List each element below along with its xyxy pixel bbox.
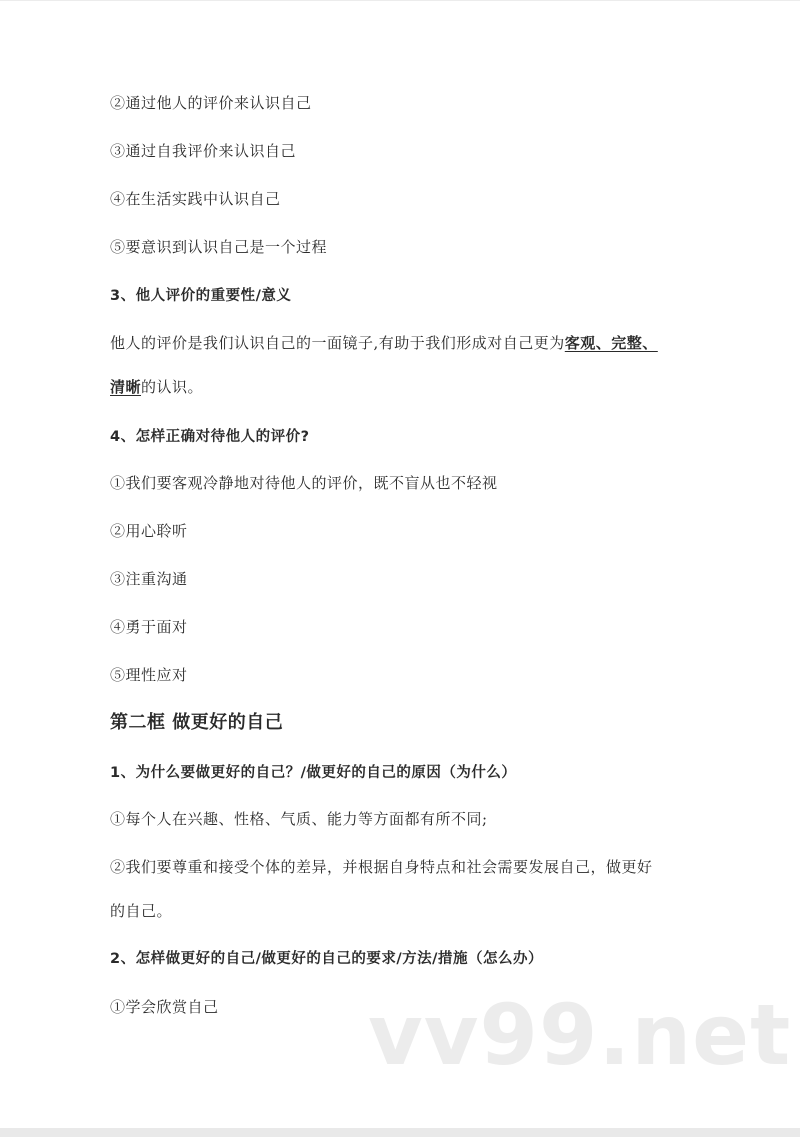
list-item: ③注重沟通 (110, 570, 188, 588)
list-item: 的自己。 (110, 902, 173, 920)
list-item: ③通过自我评价来认识自己 (110, 142, 297, 160)
list-item: ①我们要客观冷静地对待他人的评价，既不盲从也不轻视 (110, 474, 498, 492)
emphasis-text: 客观、完整、 (564, 334, 658, 352)
paragraph-text: 他人的评价是我们认识自己的一面镜子,有助于我们形成对自己更为 (110, 334, 565, 352)
list-item: ④勇于面对 (110, 618, 188, 636)
section-heading: 4、怎样正确对待他人的评价? (110, 429, 310, 445)
list-item: ④在生活实践中认识自己 (110, 190, 281, 208)
section-heading: 3、他人评价的重要性/意义 (110, 288, 292, 304)
list-item: ①每个人在兴趣、性格、气质、能力等方面都有所不同; (110, 810, 488, 828)
paragraph-line (110, 376, 203, 398)
page-gap (0, 1128, 800, 1137)
list-item: ①学会欣赏自己 (110, 998, 219, 1016)
section-heading: 1、为什么要做更好的自己？/做更好的自己的原因（为什么） (110, 765, 517, 781)
emphasis-text: 清晰 (110, 378, 142, 396)
list-item: ②我们要尊重和接受个体的差异，并根据自身特点和社会需要发展自己，做更好 (110, 858, 653, 876)
list-item: ②通过他人的评价来认识自己 (110, 94, 312, 112)
list-item: ②用心聆听 (110, 522, 188, 540)
chapter-title: 第二框 做更好的自己 (110, 712, 284, 733)
paragraph-text: 的认识。 (141, 378, 204, 396)
watermark: vv99.net (368, 986, 792, 1084)
section-heading: 2、怎样做更好的自己/做更好的自己的要求/方法/措施（怎么办） (110, 951, 543, 967)
paragraph-line (110, 332, 658, 354)
list-item: ⑤理性应对 (110, 666, 188, 684)
list-item: ⑤要意识到认识自己是一个过程 (110, 238, 328, 256)
